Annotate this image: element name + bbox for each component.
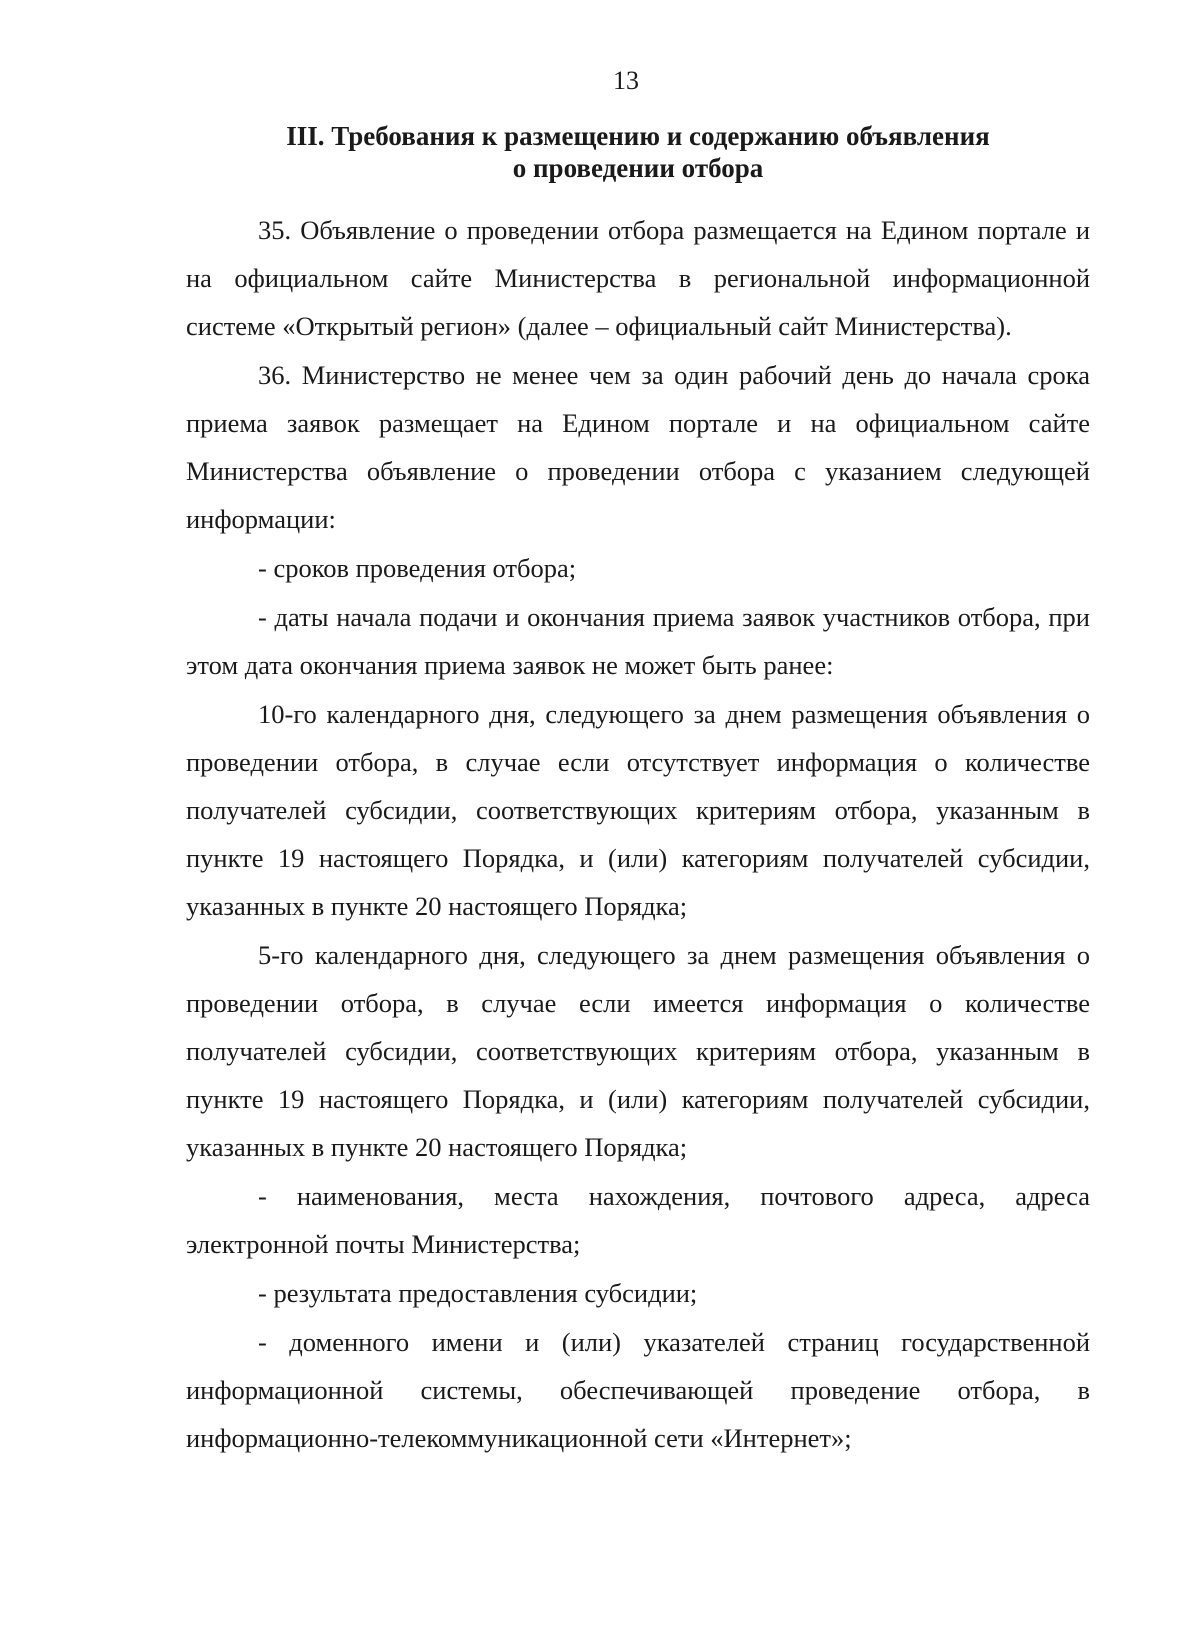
section-heading-line-2: о проведении отбора <box>512 153 764 183</box>
paragraph-35: 35. Объявление о проведении отбора размещается на Едином портале и на официальном сайте Министерства в региональной информационной системе «Открытый регион» (далее – официальный сайт Министерства). <box>186 215 1090 341</box>
list-item-selection-terms: - сроков проведения отбора; <box>258 553 577 583</box>
sub-item-10-day: 10-го календарного дня, следующего за днем размещения объявления о проведении отбора, в случае если отсутствует информация о количестве получателей субсидии, соответствующих критериям отбора, указанным в пункте 19 настоящего Порядка, и (или) категориям получателей субсидии, указанных в пункте 20 настоящего Порядка; <box>186 699 1090 921</box>
paragraph-36: 36. Министерство не менее чем за один рабочий день до начала срока приема заявок размещает на Едином портале и на официальном сайте Министерства объявление о проведении отбора с указанием следующей информации: <box>186 360 1090 534</box>
document-body <box>186 206 1090 1463</box>
sub-item-5-day: 5-го календарного дня, следующего за днем размещения объявления о проведении отбора, в случае если имеется информация о количестве получателей субсидии, соответствующих критериям отбора, указанным в пункте 19 настоящего Порядка, и (или) категориям получателей субсидии, указанных в пункте 20 настоящего Порядка; <box>186 940 1090 1162</box>
page-number: 13 <box>613 66 639 95</box>
list-item-application-dates: - даты начала подачи и окончания приема заявок участников отбора, при этом дата окончания приема заявок не может быть ранее: <box>186 602 1090 680</box>
list-item-subsidy-result: - результата предоставления субсидии; <box>258 1278 698 1308</box>
list-item-domain-name: - доменного имени и (или) указателей страниц государственной информационной системы, обеспечивающей проведение отбора, в информационно-телекоммуникационной сети «Интернет»; <box>186 1327 1090 1453</box>
list-item-ministry-contacts: - наименования, места нахождения, почтового адреса, адреса электронной почты Министерства; <box>186 1181 1090 1259</box>
section-heading-line-1: III. Требования к размещению и содержанию объявления <box>286 121 990 151</box>
section-heading <box>186 120 1090 184</box>
